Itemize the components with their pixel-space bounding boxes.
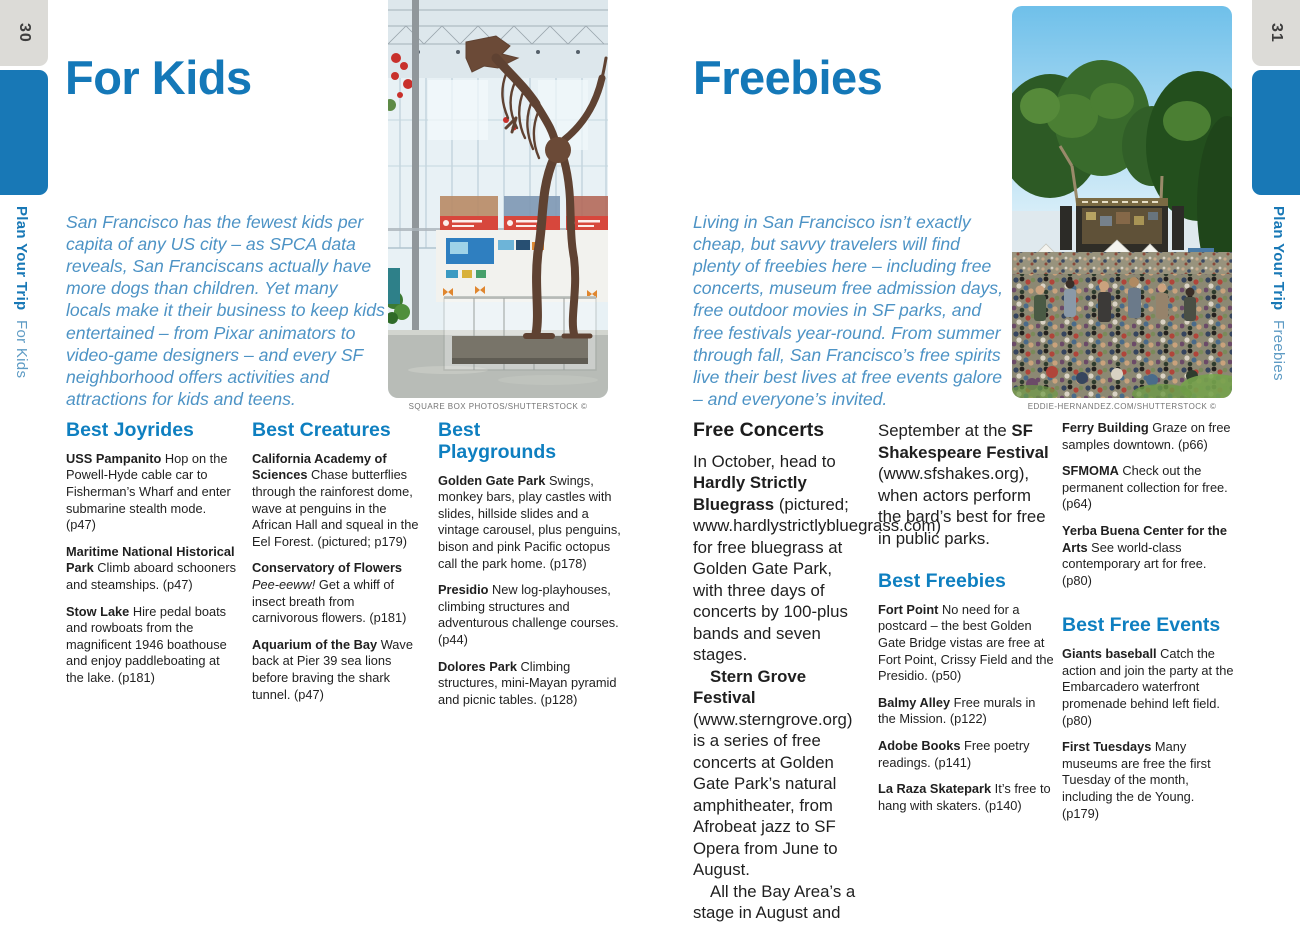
- item-text: Catch the action and join the party at the Embarcadero waterfront promenade behind left field. (p80): [1062, 646, 1234, 728]
- right-section-color-tab: [1252, 70, 1300, 195]
- item-name: Conservatory of Flowers: [252, 560, 403, 576]
- item-name: La Raza Skatepark: [878, 781, 992, 797]
- item-name: USS Pampanito: [66, 450, 162, 466]
- best-joyrides-heading: Best Joyrides: [66, 419, 194, 441]
- item-italic-lead: Pee-eeww!: [252, 576, 316, 592]
- freebies-intro: Living in San Francisco isn’t exactly cheap, but savvy travelers will find plenty of freebies here – including free concerts, museum free admission days, free outdoor movies in SF parks, and free festivals year-round. From summer through fall, San Francisco’s free spirits live their best lives at free events galore – and everyone’s invited.: [693, 211, 1003, 410]
- item-name: Stow Lake: [66, 603, 130, 619]
- item-text: New log-playhouses, climbing structures and adventurous challenge courses. (p44): [438, 582, 619, 647]
- text-run-bold: Stern Grove Festival: [693, 666, 807, 708]
- list-item: [1062, 463, 1234, 513]
- item-name: Presidio: [438, 582, 489, 598]
- item-text: No need for a postcard – the best Golden Gate Bridge vistas are free at Fort Point, Crissy Field and the Presidio. (p50): [878, 601, 1054, 684]
- list-item: [252, 637, 422, 703]
- best-free-events-heading: Best Free Events: [1062, 614, 1221, 637]
- best-creatures-column: [252, 420, 422, 713]
- item-name: Balmy Alley: [878, 694, 951, 710]
- item-text: Chase butterflies through the rainforest dome, wave at penguins in the African Hall and squeal in the Eel Forest. (pictured; p179): [252, 467, 419, 549]
- item-name: SFMOMA: [1062, 463, 1119, 479]
- right-page-number: 31: [1268, 23, 1285, 43]
- list-item: [1062, 739, 1234, 822]
- item-text: Swings, monkey bars, play castles with slides, hillside slides and a vintage carousel, plus penguins, bison and pink Pacific octopus call the park home. (p178): [438, 472, 621, 571]
- list-item: [66, 544, 238, 594]
- best-freebies-column: [878, 420, 1056, 824]
- item-text: Hop on the Powell-Hyde cable car to Fisherman’s Wharf and enter submarine stealth mode. (p47): [66, 450, 231, 533]
- left-page-number-tab: [0, 0, 48, 66]
- best-creatures-heading: Best Creatures: [252, 419, 391, 441]
- item-name: Fort Point: [878, 601, 939, 617]
- museum-photo-illustration: [388, 0, 608, 398]
- left-photo-credit: SQUARE BOX PHOTOS/SHUTTERSTOCK ©: [408, 402, 588, 411]
- best-joyrides-column: [66, 420, 238, 697]
- list-item: [1062, 523, 1234, 589]
- text-run: In October, head to: [693, 451, 836, 471]
- list-item: [438, 473, 628, 573]
- list-item: [878, 738, 1056, 771]
- left-vertical-label: [13, 206, 30, 378]
- list-item: [66, 451, 238, 534]
- best-playgrounds-heading: Best Playgrounds: [438, 419, 557, 463]
- list-item: [1062, 646, 1234, 729]
- list-item: [878, 695, 1056, 728]
- item-name: First Tuesdays: [1062, 739, 1152, 755]
- right-vertical-label: [1270, 206, 1287, 380]
- page-title-for-kids: For Kids: [65, 51, 252, 105]
- item-name: Dolores Park: [438, 658, 517, 674]
- right-photo-credit: EDDIE-HERNANDEZ.COM/SHUTTERSTOCK ©: [1027, 402, 1217, 411]
- item-text: Climb aboard schooners and steamships. (p47): [66, 560, 237, 592]
- list-item: [878, 602, 1056, 685]
- left-section-color-tab: [0, 70, 48, 195]
- list-item: [66, 604, 238, 687]
- list-item: [1062, 420, 1234, 453]
- free-concerts-paragraph-3: [693, 881, 865, 924]
- item-name: Aquarium of the Bay: [252, 636, 378, 652]
- left-series-label: Plan Your Trip: [13, 206, 30, 311]
- text-run-bold: SF Shakespeare Festival: [878, 421, 1049, 462]
- item-text: See world-class contemporary art for free. (p80): [1062, 539, 1207, 588]
- for-kids-intro: San Francisco has the fewest kids per capita of any US city – as SPCA data reveals, San Franciscans actually have more dogs than children. Yet many locals make it their business to keep kids entertained – from Pixar animators to video-game designers – and every SF neighborhood offers activities and attractions for kids and teens.: [66, 211, 385, 410]
- item-text: Free murals in the Mission. (p122): [878, 694, 1036, 727]
- text-run: (www.sterngrove.org) is a series of free concerts at Golden Gate Park’s natural amphitheater, from Afrobeat jazz to SF Opera from June to August.: [693, 709, 853, 880]
- free-concerts-paragraph-2: [693, 666, 865, 881]
- list-item: [252, 451, 422, 551]
- item-text: Graze on free samples downtown. (p66): [1062, 420, 1231, 452]
- item-name: Giants baseball: [1062, 646, 1157, 662]
- museum-trex-photo: [388, 0, 608, 398]
- item-text: Free poetry readings. (p141): [878, 737, 1030, 770]
- list-item: [438, 659, 628, 709]
- item-text: Get a whiff of insect breath from carnivorous flowers. (p181): [252, 576, 407, 626]
- text-run: September at the: [878, 421, 1012, 440]
- page-title-freebies: Freebies: [693, 51, 883, 105]
- text-run: (pictured; www.hardlystrictlybluegrass.com) for free bluegrass at Golden Gate Park, with three days of concerts by 100-plus bands and seven stages.: [693, 494, 942, 665]
- concert-photo-illustration: [1012, 6, 1232, 398]
- left-page-tab-strip: [0, 0, 48, 938]
- best-playgrounds-column: [438, 420, 628, 718]
- best-free-events-column: [1062, 420, 1234, 832]
- right-section-label: Freebies: [1270, 319, 1287, 381]
- free-concerts-heading: Free Concerts: [693, 419, 825, 441]
- left-section-label: For Kids: [13, 319, 30, 378]
- item-text: Wave back at Pier 39 sea lions before braving the shark tunnel. (p47): [252, 636, 413, 702]
- item-name: Yerba Buena Center for the Arts: [1062, 522, 1227, 555]
- item-name: Maritime National Historical Park: [66, 543, 235, 576]
- right-series-label: Plan Your Trip: [1270, 206, 1287, 311]
- item-name: Adobe Books: [878, 737, 961, 753]
- item-name: California Academy of Sciences: [252, 450, 387, 483]
- item-text: Climbing structures, mini-Mayan pyramid and picnic tables. (p128): [438, 658, 617, 707]
- list-item: [438, 582, 628, 648]
- list-item: [878, 781, 1056, 814]
- text-run: All the Bay Area’s a stage in August and: [693, 881, 856, 923]
- item-name: Golden Gate Park: [438, 472, 546, 488]
- concert-crowd-photo: [1012, 6, 1232, 398]
- right-page-number-tab: [1252, 0, 1300, 66]
- text-run: (www.sfshakes.org), when actors perform the bard’s best for free in public parks.: [878, 464, 1046, 548]
- list-item: [252, 560, 422, 626]
- item-text: Check out the permanent collection for free. (p64): [1062, 463, 1228, 512]
- item-text: Many museums are free the first Tuesday of the month, including the de Young. (p179): [1062, 739, 1211, 821]
- free-concerts-continuation: [878, 420, 1056, 549]
- right-page-tab-strip: [1252, 0, 1300, 938]
- item-name: Ferry Building: [1062, 420, 1149, 435]
- item-text: It’s free to hang with skaters. (p140): [878, 781, 1051, 813]
- item-text: Hire pedal boats and rowboats from the magnificent 1946 boathouse and enjoy paddleboating at the lake. (p181): [66, 603, 227, 685]
- best-freebies-heading: Best Freebies: [878, 570, 1006, 592]
- text-run-bold: Hardly Strictly Bluegrass: [693, 473, 807, 514]
- left-page-number: 30: [16, 23, 33, 43]
